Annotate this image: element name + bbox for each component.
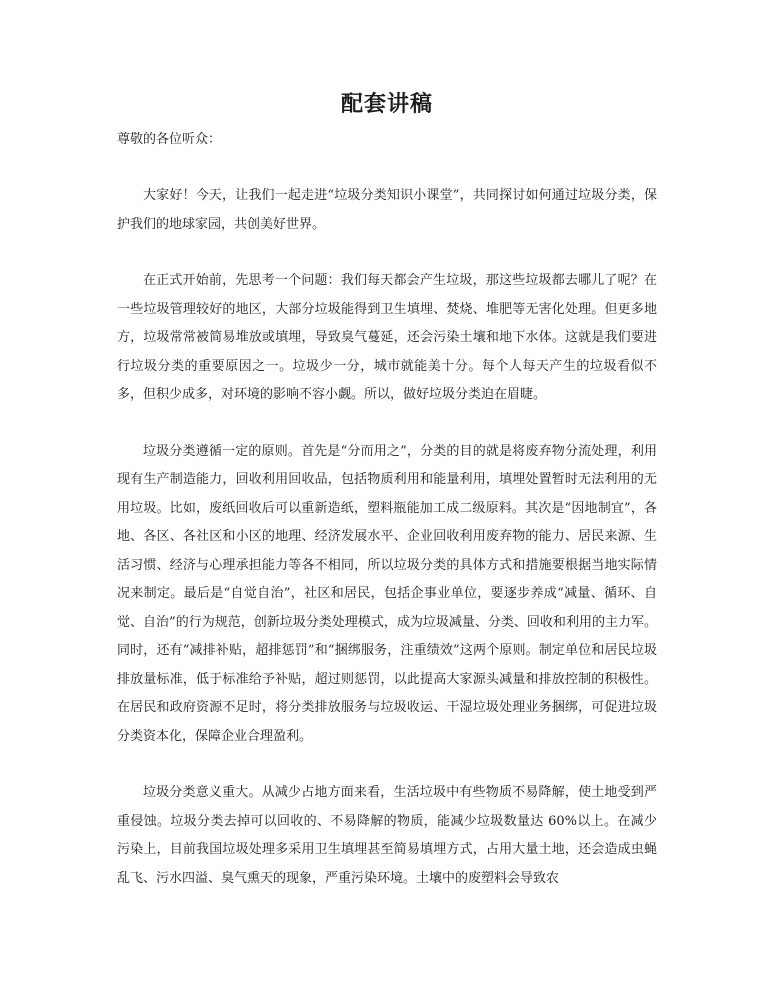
paragraph-gap [117, 410, 657, 438]
paragraph-gap [117, 751, 657, 779]
document-page [117, 88, 657, 893]
paragraph-principles: 垃圾分类遵循一定的原则。首先是“分而用之”，分类的目的就是将废弃物分流处理，利用现有生产制造能力，回收利用回收品，包括物质利用和能量利用，填埋处置暂时无法利用的无用垃圾。比如，废纸回收后可以重新造纸，塑料瓶能加工成二级原料。其次是“因地制宜”，各地、各区、各社区和小区的地理、经济发展水平、企业回收利用废弃物的能力、居民来源、生活习惯、经济与心理承担能力等各不相同，所以垃圾分类的具体方式和措施要根据当地实际情况来制定。最后是“自觉自治”，社区和居民，包括企事业单位，要逐步养成“减量、循环、自觉、自治”的行为规范，创新垃圾分类处理模式，成为垃圾减量、分类、回收和利用的主力军。同时，还有“减排补贴，超排惩罚”和“捆绑服务，注重绩效”这两个原则。制定单位和居民垃圾排放量标准，低于标准给予补贴，超过则惩罚，以此提高大家源头减量和排放控制的积极性。在居民和政府资源不足时，将分类排放服务与垃圾收运、干湿垃圾处理业务捆绑，可促进垃圾分类资本化，保障企业合理盈利。 [117, 443, 657, 744]
paragraph-significance: 垃圾分类意义重大。从减少占地方面来看，生活垃圾中有些物质不易降解，使土地受到严重侵蚀。垃圾分类去掉可以回收的、不易降解的物质，能减少垃圾数量达 60%以上。在减少污染上，目前我国垃圾处理多采用卫生填埋甚至简易填埋方式，占用大量土地，还会造成虫蝇乱飞、污水四溢、臭气熏天的现象，严重污染环境。土壤中的废塑料会导致农 [117, 785, 657, 886]
paragraph-intro: 大家好！今天，让我们一起走进“垃圾分类知识小课堂”，共同探讨如何通过垃圾分类，保护我们的地球家园，共创美好世界。 [117, 188, 657, 232]
paragraph-question: 在正式开始前，先思考一个问题：我们每天都会产生垃圾，那这些垃圾都去哪儿了呢？在一些垃圾管理较好的地区，大部分垃圾能得到卫生填埋、焚烧、堆肥等无害化处理。但更多地方，垃圾常常被简易堆放或填埋，导致臭气蔓延，还会污染土壤和地下水体。这就是我们要进行垃圾分类的重要原因之一。垃圾少一分，城市就能美十分。每个人每天产生的垃圾看似不多，但积少成多，对环境的影响不容小觑。所以，做好垃圾分类迫在眉睫。 [117, 273, 657, 402]
document-title: 配套讲稿 [340, 91, 433, 117]
paragraph-gap [117, 154, 657, 182]
greeting-line: 尊敬的各位听众： [117, 132, 222, 147]
paragraph-gap [117, 239, 657, 267]
